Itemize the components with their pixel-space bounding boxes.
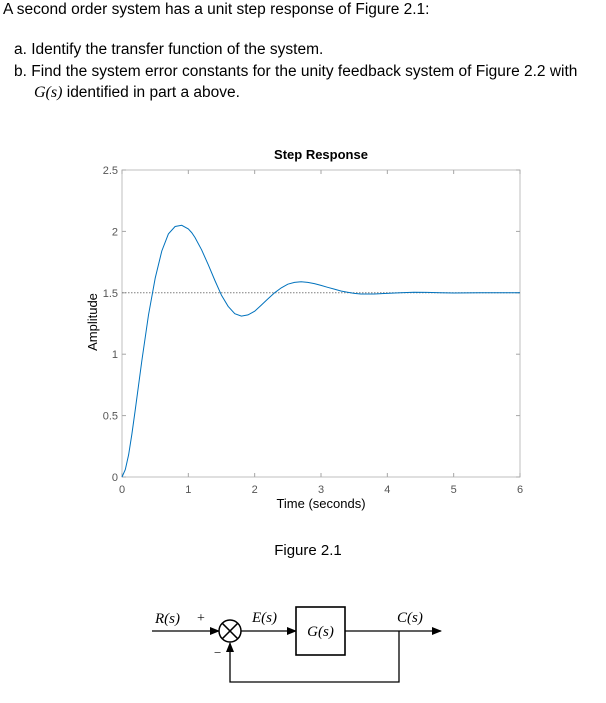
y-tick-label: 0: [111, 472, 118, 484]
x-tick-label: 2: [251, 484, 258, 496]
plant-block-label: G(s): [307, 624, 334, 640]
g-of-s-symbol: G(s): [34, 84, 63, 101]
output-label: C(s): [397, 610, 423, 626]
y-tick-label: 0.5: [102, 410, 118, 423]
y-tick-label: 2: [111, 226, 118, 239]
y-tick-label: 2.5: [102, 165, 118, 177]
question-part-b-rest: identified in part a above.: [62, 84, 240, 101]
x-tick-label: 0: [118, 484, 126, 496]
x-tick-label: 4: [384, 484, 391, 496]
minus-sign: −: [214, 645, 222, 660]
x-tick-label: 3: [317, 484, 325, 496]
x-axis-label: Time (seconds): [276, 496, 366, 511]
y-tick-label: 1: [111, 349, 118, 362]
x-tick-label: 1: [185, 484, 192, 496]
y-tick-label: 1.5: [102, 287, 118, 300]
y-axis-label: Amplitude: [85, 293, 100, 351]
figure-2-1-caption: Figure 2.1: [274, 542, 342, 559]
input-label: R(s): [155, 611, 180, 627]
x-tick-label: 6: [516, 484, 524, 496]
question-part-a: a. Identify the transfer function of the system.: [14, 41, 324, 58]
question-intro: A second order system has a unit step response of Figure 2.1:: [3, 1, 430, 18]
plus-sign: +: [197, 611, 205, 626]
chart-title: Step Response: [274, 147, 368, 162]
error-label: E(s): [252, 610, 277, 626]
x-tick-label: 5: [450, 484, 457, 496]
question-part-b: b. Find the system error constants for the unity feedback system of Figure 2.2 with: [14, 63, 578, 80]
